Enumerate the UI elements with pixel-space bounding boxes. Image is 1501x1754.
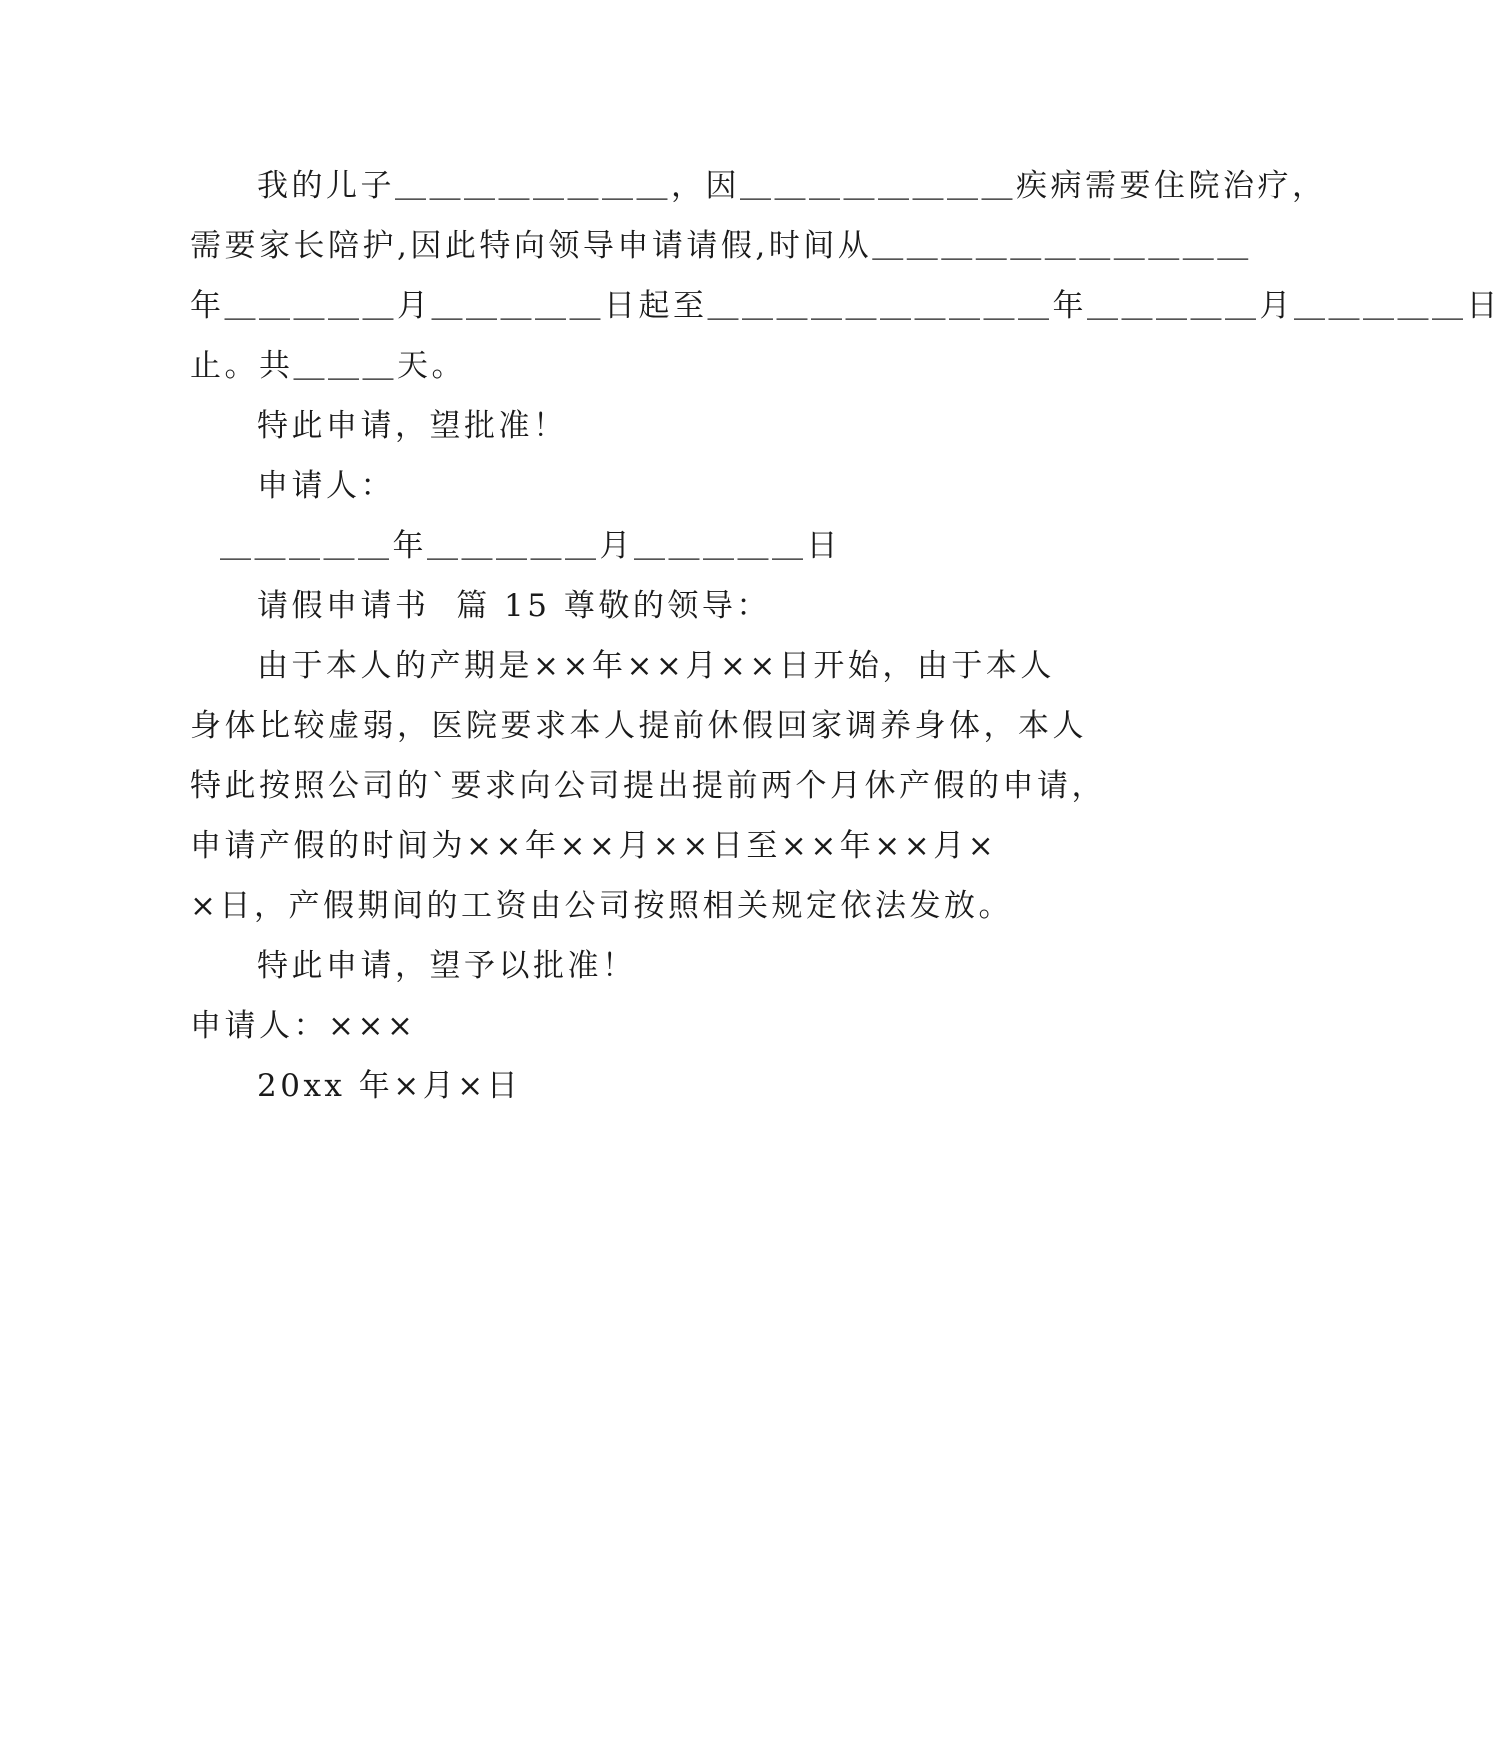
body-line-7: 特此按照公司的`要求向公司提出提前两个月休产假的申请，	[190, 768, 1106, 804]
body-line-1: 我的儿子＿＿＿＿＿＿＿＿，因＿＿＿＿＿＿＿＿疾病需要住院治疗，	[257, 168, 1327, 204]
applicant-label-2: 申请人：×××	[190, 1008, 417, 1044]
body-line-2: 需要家长陪护,因此特向领导申请请假,时间从＿＿＿＿＿＿＿＿＿＿＿	[190, 228, 1252, 264]
date-line-1: ＿＿＿＿＿年＿＿＿＿＿月＿＿＿＿＿日	[220, 528, 841, 564]
section-heading: 请假申请书 篇 15 尊敬的领导：	[257, 588, 771, 624]
closing-line-1: 特此申请，望批准！	[257, 408, 568, 444]
closing-line-2: 特此申请，望予以批准！	[257, 948, 637, 984]
body-line-4: 止。共＿＿＿天。	[190, 348, 466, 384]
date-line-2: 20xx 年×月×日	[257, 1068, 522, 1104]
body-line-3: 年＿＿＿＿＿月＿＿＿＿＿日起至＿＿＿＿＿＿＿＿＿＿年＿＿＿＿＿月＿＿＿＿＿日	[190, 288, 1501, 324]
body-line-5: 由于本人的产期是××年××月××日开始，由于本人	[257, 648, 1055, 684]
body-line-9: ×日，产假期间的工资由公司按照相关规定依法发放。	[190, 888, 1013, 924]
body-line-6: 身体比较虚弱，医院要求本人提前休假回家调养身体，本人	[190, 708, 1087, 744]
body-line-8: 申请产假的时间为××年××月××日至××年××月×	[190, 828, 998, 864]
applicant-label-1: 申请人：	[257, 468, 395, 504]
